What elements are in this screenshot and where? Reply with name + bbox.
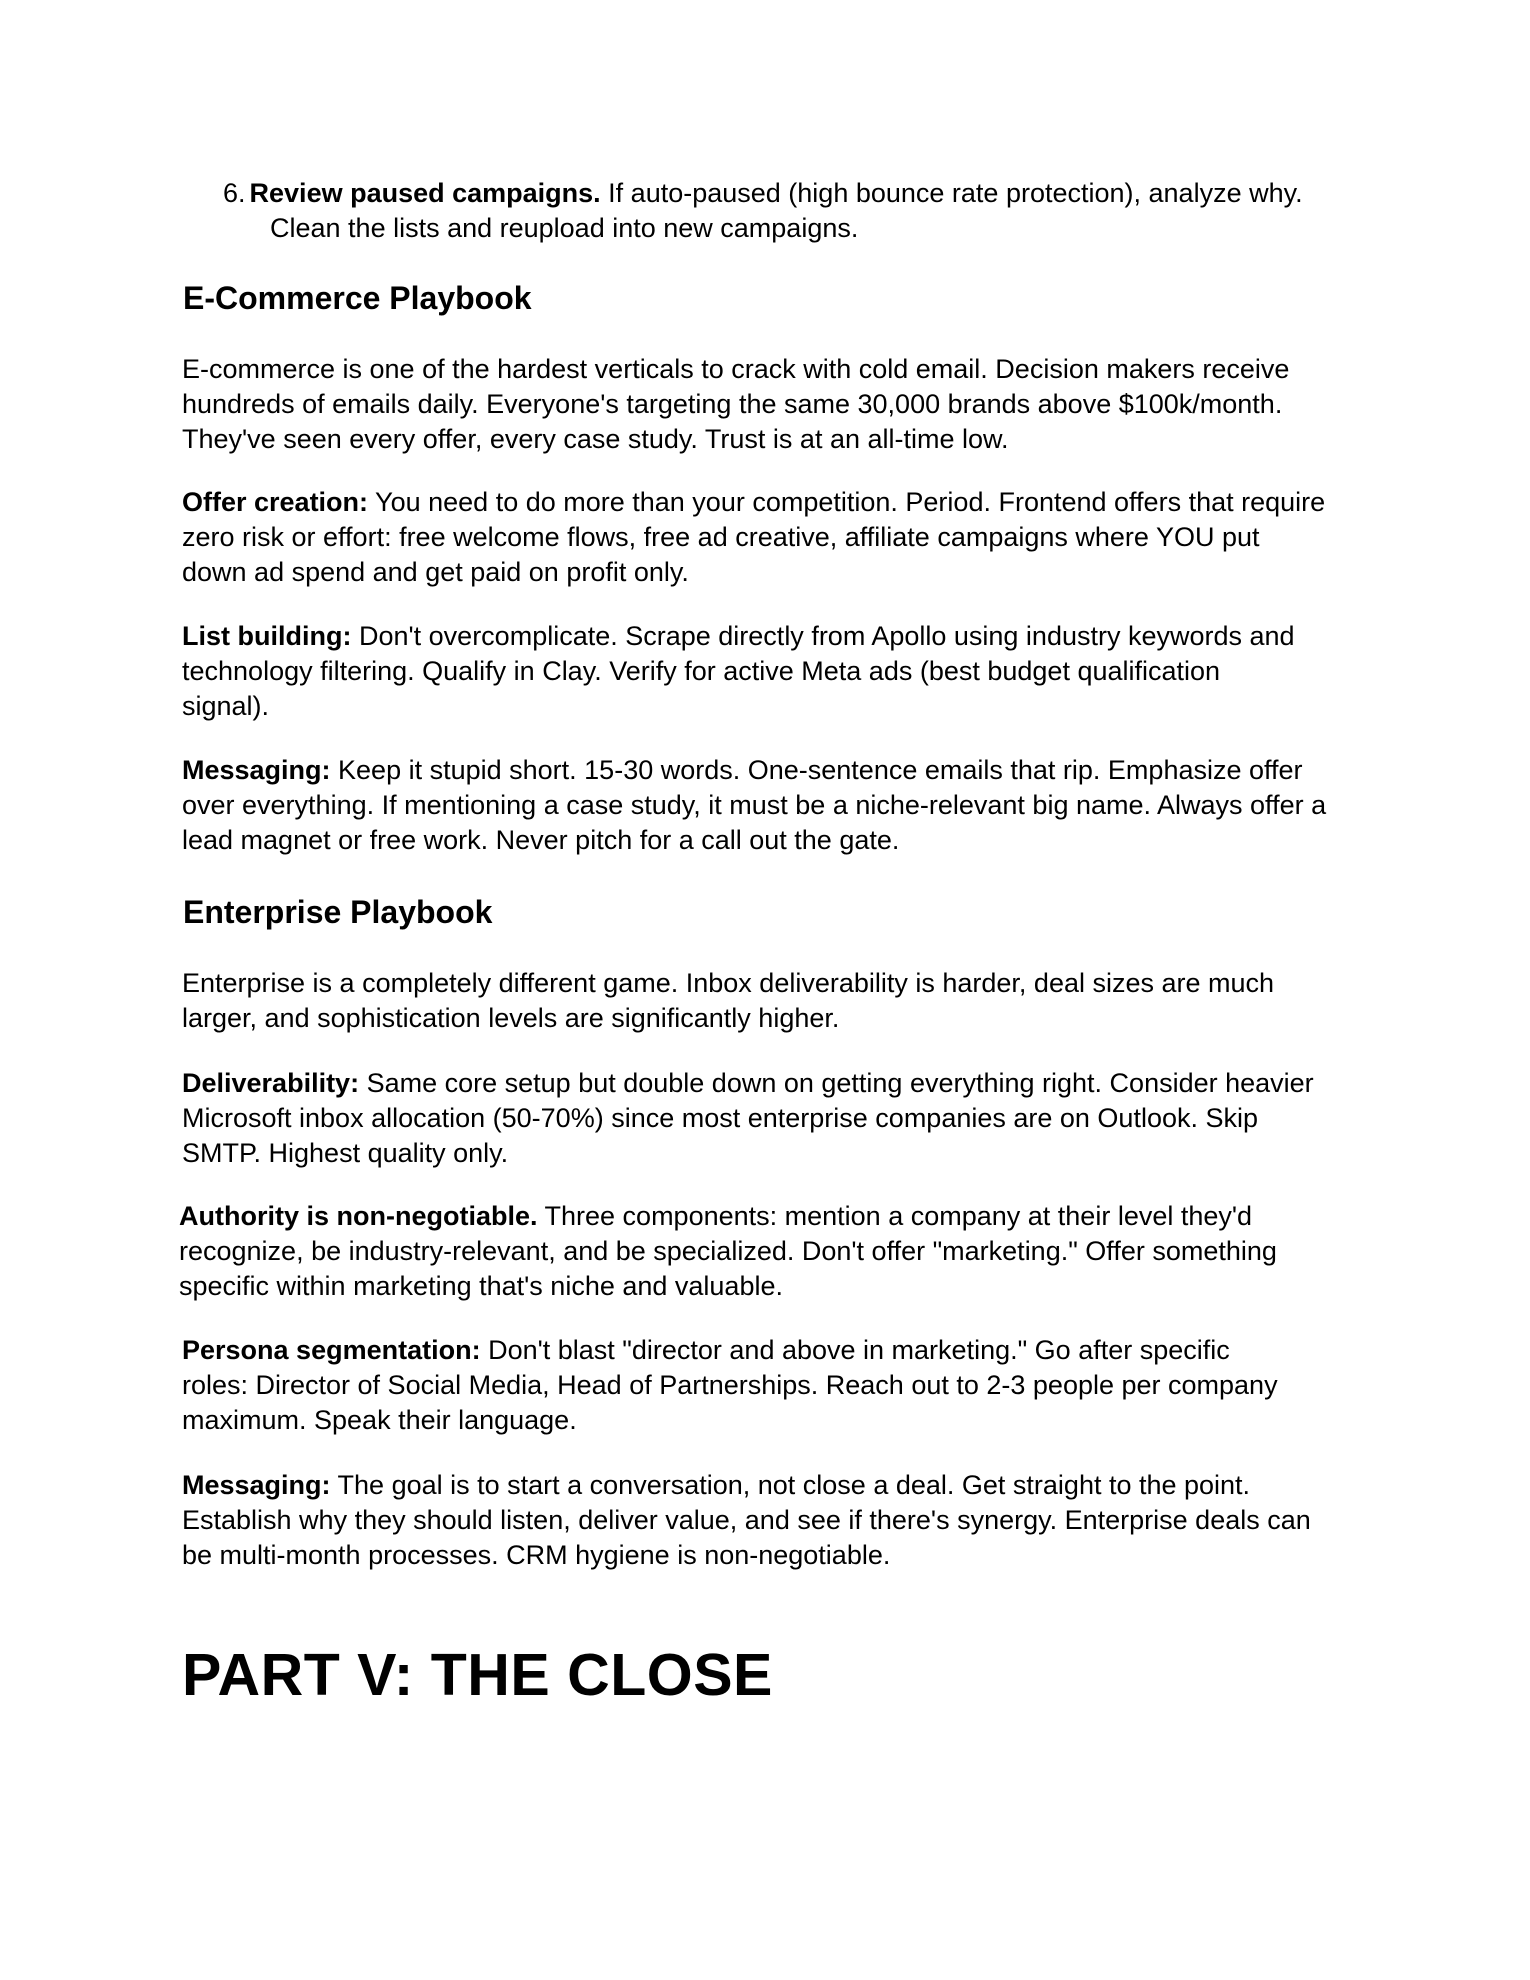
list-item-text: If auto-paused (high bounce rate protection), analyze why.	[600, 178, 1303, 208]
paragraph-text: Don't overcomplicate. Scrape directly from Apollo using industry keywords and	[351, 621, 1295, 651]
paragraph-line: zero risk or effort: free welcome flows, free ad creative, affiliate campaigns where YOU put	[182, 522, 1260, 552]
paragraph-label: Authority is non-negotiable.	[179, 1201, 538, 1231]
paragraph-line: lead magnet or free work. Never pitch for a call out the gate.	[182, 825, 900, 855]
list-item-review-paused	[223, 176, 1373, 246]
paragraph-line: They've seen every offer, every case study. Trust is at an all-time low.	[182, 424, 1009, 454]
paragraph-line	[182, 1066, 1362, 1101]
paragraph-line	[182, 1468, 1362, 1503]
paragraph-line: hundreds of emails daily. Everyone's targeting the same 30,000 brands above $100k/month.	[182, 389, 1283, 419]
paragraph-line: maximum. Speak their language.	[182, 1405, 577, 1435]
paragraph-deliverability	[182, 1066, 1362, 1171]
part-title: PART V: THE CLOSE	[182, 1642, 773, 1708]
paragraph-line: over everything. If mentioning a case study, it must be a niche-relevant big name. Always offer a	[182, 790, 1327, 820]
paragraph-offer-creation	[182, 485, 1362, 590]
paragraph-line	[182, 619, 1362, 654]
paragraph-enterprise-intro	[182, 966, 1362, 1036]
list-item-bold-label: Review paused campaigns.	[249, 178, 601, 208]
paragraph-line: down ad spend and get paid on profit only.	[182, 557, 689, 587]
paragraph-text: Don't blast "director and above in marketing." Go after specific	[480, 1335, 1230, 1365]
paragraph-label: Messaging:	[182, 755, 331, 785]
paragraph-line: technology filtering. Qualify in Clay. Verify for active Meta ads (best budget qualification	[182, 656, 1221, 686]
paragraph-line: recognize, be industry-relevant, and be specialized. Don't offer "marketing." Offer something	[179, 1236, 1277, 1266]
paragraph-text: Three components: mention a company at their level they'd	[537, 1201, 1253, 1231]
paragraph-label: List building:	[182, 621, 352, 651]
paragraph-line: Enterprise is a completely different game. Inbox deliverability is harder, deal sizes are much	[182, 968, 1275, 998]
paragraph-line: roles: Director of Social Media, Head of Partnerships. Reach out to 2-3 people per company	[182, 1370, 1278, 1400]
paragraph-line: SMTP. Highest quality only.	[182, 1138, 509, 1168]
paragraph-enterprise-messaging	[182, 1468, 1362, 1573]
paragraph-list-building	[182, 619, 1362, 724]
paragraph-label: Messaging:	[182, 1470, 331, 1500]
paragraph-label: Offer creation:	[182, 487, 369, 517]
list-item-line-1	[223, 176, 1373, 211]
paragraph-line: specific within marketing that's niche and valuable.	[179, 1271, 783, 1301]
paragraph-line	[182, 485, 1362, 520]
list-number: 6.	[223, 178, 246, 208]
paragraph-authority	[179, 1199, 1359, 1304]
paragraph-text: The goal is to start a conversation, not close a deal. Get straight to the point.	[330, 1470, 1251, 1500]
list-item-line-2: Clean the lists and reupload into new campaigns.	[270, 213, 859, 243]
paragraph-line: E-commerce is one of the hardest verticals to crack with cold email. Decision makers receive	[182, 354, 1290, 384]
paragraph-line: larger, and sophistication levels are significantly higher.	[182, 1003, 840, 1033]
paragraph-label: Persona segmentation:	[182, 1335, 481, 1365]
paragraph-persona-segmentation	[182, 1333, 1362, 1438]
paragraph-label: Deliverability:	[182, 1068, 360, 1098]
paragraph-ecommerce-messaging	[182, 753, 1362, 858]
paragraph-line	[182, 753, 1362, 788]
heading-enterprise-playbook: Enterprise Playbook	[183, 894, 493, 930]
paragraph-text: Keep it stupid short. 15-30 words. One-sentence emails that rip. Emphasize offer	[330, 755, 1303, 785]
paragraph-text: You need to do more than your competition. Period. Frontend offers that require	[368, 487, 1326, 517]
paragraph-ecommerce-intro	[182, 352, 1362, 457]
paragraph-text: Same core setup but double down on getting everything right. Consider heavier	[359, 1068, 1314, 1098]
paragraph-line: be multi-month processes. CRM hygiene is non-negotiable.	[182, 1540, 891, 1570]
paragraph-line: Establish why they should listen, deliver value, and see if there's synergy. Enterprise deals can	[182, 1505, 1311, 1535]
heading-ecommerce-playbook: E-Commerce Playbook	[183, 280, 532, 316]
paragraph-line	[182, 1333, 1362, 1368]
paragraph-line	[179, 1199, 1359, 1234]
paragraph-line: Microsoft inbox allocation (50-70%) since most enterprise companies are on Outlook. Skip	[182, 1103, 1259, 1133]
paragraph-line: signal).	[182, 691, 270, 721]
